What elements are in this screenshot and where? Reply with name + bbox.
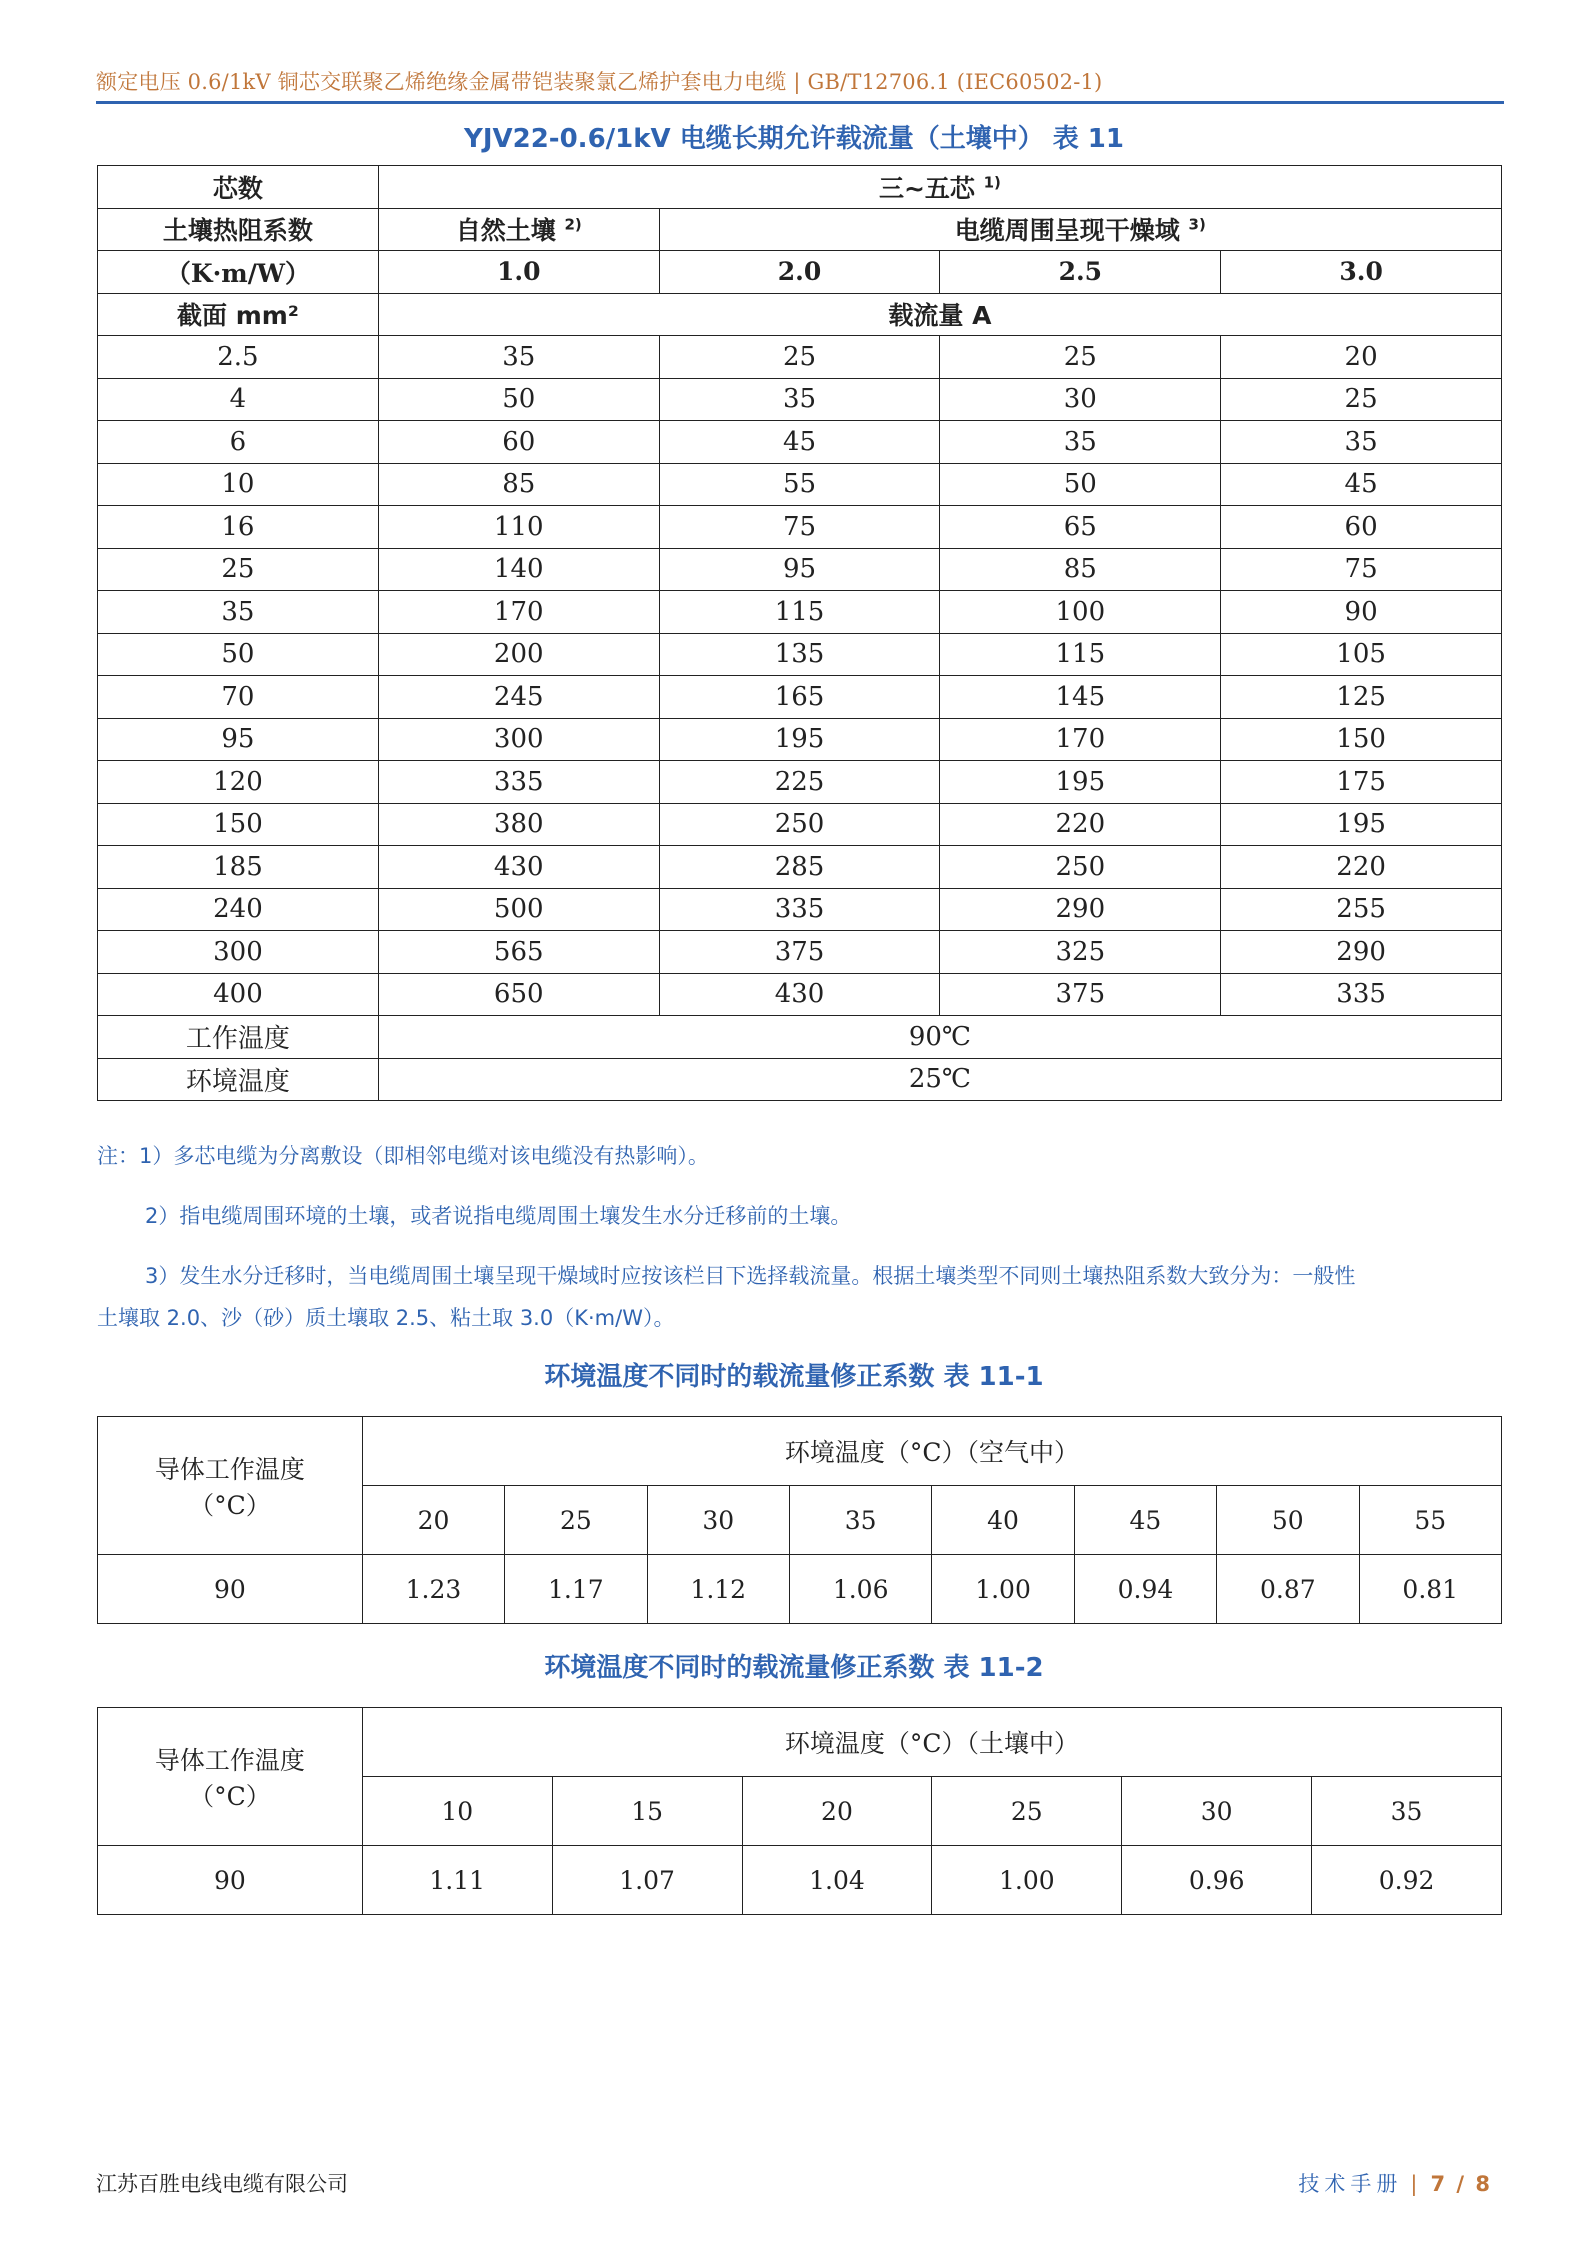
section-cell: 70 xyxy=(98,676,379,719)
ambient-temp-value: 25℃ xyxy=(378,1058,1501,1101)
factor-cell: 0.96 xyxy=(1122,1846,1312,1915)
ambient-temp-cell: 25 xyxy=(505,1486,647,1555)
ambient-temp-cell: 50 xyxy=(1217,1486,1359,1555)
table-row xyxy=(98,761,1502,804)
dry-zone-label: 电缆周围呈现干燥域 $^{3)}$ xyxy=(659,208,1501,251)
section-cell: 16 xyxy=(98,506,379,549)
page-number: 7 / 8 xyxy=(1430,2172,1492,2196)
note-3-line-2: 土壤取 2.0、沙（砂）质土壤取 2.5、粘土取 3.0（K·m/W）。 xyxy=(97,1306,675,1330)
ambient-temp-cell: 15 xyxy=(552,1777,742,1846)
row-label: 90 xyxy=(98,1555,363,1624)
note-3-line-1: 3）发生水分迁移时，当电缆周围土壤呈现干燥域时应按该栏目下选择载流量。根据土壤类型不同则土壤热阻系数大致分为：一般性 xyxy=(145,1264,1356,1288)
table-11-1-title: 环境温度不同时的载流量修正系数 表 11-1 xyxy=(544,1362,1044,1392)
ampacity-cell: 75 xyxy=(659,506,940,549)
ambient-temp-label: 环境温度（°C）（土壤中） xyxy=(362,1708,1501,1777)
ampacity-cell: 335 xyxy=(659,888,940,931)
factor-cell: 0.87 xyxy=(1217,1555,1359,1624)
work-temp-row xyxy=(98,1016,1502,1059)
ampacity-cell: 135 xyxy=(659,633,940,676)
table-row xyxy=(98,888,1502,931)
ampacity-cell: 220 xyxy=(1221,846,1502,889)
work-temp-label: 工作温度 xyxy=(98,1016,379,1059)
ampacity-cell: 380 xyxy=(378,803,659,846)
core-label: 芯数 xyxy=(98,166,379,209)
ampacity-cell: 250 xyxy=(659,803,940,846)
ampacity-cell: 60 xyxy=(378,421,659,464)
row-label: 90 xyxy=(98,1846,363,1915)
ampacity-cell: 95 xyxy=(659,548,940,591)
ambient-temp-cell: 10 xyxy=(362,1777,552,1846)
factor-cell: 1.17 xyxy=(505,1555,647,1624)
ampacity-cell: 375 xyxy=(940,973,1221,1016)
ampacity-cell: 85 xyxy=(378,463,659,506)
footer-manual xyxy=(1298,2168,1492,2198)
ampacity-cell: 55 xyxy=(659,463,940,506)
ambient-temp-cell: 30 xyxy=(1122,1777,1312,1846)
ampacity-cell: 245 xyxy=(378,676,659,719)
ampacity-cell: 200 xyxy=(378,633,659,676)
ampacity-cell: 285 xyxy=(659,846,940,889)
ampacity-cell: 170 xyxy=(940,718,1221,761)
section-cell: 25 xyxy=(98,548,379,591)
ampacity-cell: 195 xyxy=(659,718,940,761)
ampacity-cell: 100 xyxy=(940,591,1221,634)
factor-cell: 1.00 xyxy=(932,1846,1122,1915)
ampacity-cell: 50 xyxy=(940,463,1221,506)
correction-table-air xyxy=(97,1416,1502,1624)
section-cell: 6 xyxy=(98,421,379,464)
ampacity-cell: 335 xyxy=(1221,973,1502,1016)
section-cell: 95 xyxy=(98,718,379,761)
ampacity-cell: 375 xyxy=(659,931,940,974)
ambient-temp-row xyxy=(98,1058,1502,1101)
ampacity-cell: 25 xyxy=(659,336,940,379)
ampacity-cell: 65 xyxy=(940,506,1221,549)
resistivity-cell: 1.0 xyxy=(378,251,659,294)
table-11-2-title: 环境温度不同时的载流量修正系数 表 11-2 xyxy=(544,1653,1044,1683)
header-rule xyxy=(96,101,1504,104)
ampacity-cell: 300 xyxy=(378,718,659,761)
table-row xyxy=(98,378,1502,421)
table-row xyxy=(98,931,1502,974)
page-header: 额定电压 0.6/1kV 铜芯交联聚乙烯绝缘金属带铠装聚氯乙烯护套电力电缆 | GB/T12706.1 (IEC60502-1) xyxy=(96,70,1103,94)
ampacity-cell: 170 xyxy=(378,591,659,634)
table-row xyxy=(98,718,1502,761)
section-cell: 50 xyxy=(98,633,379,676)
ampacity-cell: 250 xyxy=(940,846,1221,889)
resistivity-cell: 3.0 xyxy=(1221,251,1502,294)
ampacity-cell: 35 xyxy=(659,378,940,421)
section-cell: 185 xyxy=(98,846,379,889)
ampacity-cell: 75 xyxy=(1221,548,1502,591)
natural-soil-label: 自然土壤 $^{2)}$ xyxy=(378,208,659,251)
core-value: 三~五芯 $^{1)}$ xyxy=(378,166,1501,209)
ambient-temp-cell: 55 xyxy=(1359,1486,1501,1555)
ambient-temp-cell: 20 xyxy=(742,1777,932,1846)
ampacity-cell: 430 xyxy=(659,973,940,1016)
ambient-temp-cell: 35 xyxy=(789,1486,931,1555)
table-row xyxy=(98,336,1502,379)
section-cell: 150 xyxy=(98,803,379,846)
ampacity-cell: 110 xyxy=(378,506,659,549)
ambient-temp-cell: 45 xyxy=(1074,1486,1216,1555)
table-row xyxy=(98,591,1502,634)
ampacity-cell: 225 xyxy=(659,761,940,804)
table-row xyxy=(98,463,1502,506)
resistivity-cell: 2.5 xyxy=(940,251,1221,294)
ampacity-cell: 125 xyxy=(1221,676,1502,719)
table-row xyxy=(98,633,1502,676)
footer-separator: | xyxy=(1410,2172,1423,2196)
factor-cell: 0.92 xyxy=(1312,1846,1502,1915)
ambient-temp-cell: 35 xyxy=(1312,1777,1502,1846)
table-11-title: YJV22-0.6/1kV 电缆长期允许载流量（土壤中） 表 11 xyxy=(464,124,1124,154)
ampacity-cell: 290 xyxy=(1221,931,1502,974)
conductor-temp-label: 导体工作温度 （°C） xyxy=(98,1708,363,1846)
ampacity-cell: 85 xyxy=(940,548,1221,591)
section-cell: 10 xyxy=(98,463,379,506)
ampacity-cell: 565 xyxy=(378,931,659,974)
table-row xyxy=(98,803,1502,846)
note-2: 2）指电缆周围环境的土壤，或者说指电缆周围土壤发生水分迁移前的土壤。 xyxy=(145,1204,852,1228)
section-cell: 300 xyxy=(98,931,379,974)
ampacity-cell: 220 xyxy=(940,803,1221,846)
ampacity-cell: 195 xyxy=(940,761,1221,804)
factor-cell: 0.94 xyxy=(1074,1555,1216,1624)
ampacity-cell: 115 xyxy=(940,633,1221,676)
ampacity-cell: 335 xyxy=(378,761,659,804)
table-row xyxy=(98,846,1502,889)
ambient-temp-cell: 40 xyxy=(932,1486,1074,1555)
company-name: 江苏百胜电线电缆有限公司 xyxy=(96,2172,348,2196)
factor-cell: 1.00 xyxy=(932,1555,1074,1624)
ampacity-cell: 25 xyxy=(940,336,1221,379)
ampacity-cell: 105 xyxy=(1221,633,1502,676)
work-temp-value: 90℃ xyxy=(378,1016,1501,1059)
ambient-temp-cell: 25 xyxy=(932,1777,1122,1846)
factor-cell: 1.07 xyxy=(552,1846,742,1915)
ampacity-cell: 140 xyxy=(378,548,659,591)
note-1: 注：1）多芯电缆为分离敷设（即相邻电缆对该电缆没有热影响）。 xyxy=(97,1144,709,1168)
factor-cell: 1.04 xyxy=(742,1846,932,1915)
ambient-temp-cell: 20 xyxy=(362,1486,504,1555)
ambient-temp-cell: 30 xyxy=(647,1486,789,1555)
ampacity-cell: 35 xyxy=(1221,421,1502,464)
ampacity-cell: 60 xyxy=(1221,506,1502,549)
section-cell: 400 xyxy=(98,973,379,1016)
section-cell: 240 xyxy=(98,888,379,931)
ampacity-cell: 50 xyxy=(378,378,659,421)
ampacity-cell: 145 xyxy=(940,676,1221,719)
ampacity-cell: 255 xyxy=(1221,888,1502,931)
ampacity-cell: 150 xyxy=(1221,718,1502,761)
manual-label: 技术手册 xyxy=(1298,2172,1403,2196)
ampacity-cell: 290 xyxy=(940,888,1221,931)
ambient-temp-label: 环境温度 xyxy=(98,1058,379,1101)
ampacity-cell: 175 xyxy=(1221,761,1502,804)
section-label: 截面 mm² xyxy=(98,293,379,336)
table-row xyxy=(98,973,1502,1016)
ampacity-cell: 30 xyxy=(940,378,1221,421)
conductor-temp-label: 导体工作温度 （°C） xyxy=(98,1417,363,1555)
ambient-temp-label: 环境温度（°C）（空气中） xyxy=(362,1417,1501,1486)
ampacity-cell: 45 xyxy=(1221,463,1502,506)
section-cell: 2.5 xyxy=(98,336,379,379)
section-cell: 4 xyxy=(98,378,379,421)
ampacity-cell: 430 xyxy=(378,846,659,889)
table-row xyxy=(98,548,1502,591)
factor-cell: 1.06 xyxy=(789,1555,931,1624)
ampacity-cell: 165 xyxy=(659,676,940,719)
correction-table-soil xyxy=(97,1707,1502,1915)
thermal-label: 土壤热阻系数 xyxy=(98,208,379,251)
section-cell: 35 xyxy=(98,591,379,634)
factor-cell: 1.11 xyxy=(362,1846,552,1915)
ampacity-cell: 650 xyxy=(378,973,659,1016)
ampacity-cell: 25 xyxy=(1221,378,1502,421)
ampacity-cell: 35 xyxy=(378,336,659,379)
table-row xyxy=(98,506,1502,549)
ampacity-cell: 500 xyxy=(378,888,659,931)
ampacity-cell: 115 xyxy=(659,591,940,634)
ampacity-cell: 35 xyxy=(940,421,1221,464)
section-cell: 120 xyxy=(98,761,379,804)
ampacity-table xyxy=(97,165,1502,1101)
ampacity-cell: 325 xyxy=(940,931,1221,974)
thermal-unit: （K·m/W） xyxy=(98,251,379,294)
table-row xyxy=(98,676,1502,719)
ampacity-cell: 195 xyxy=(1221,803,1502,846)
ampacity-label: 载流量 A xyxy=(378,293,1501,336)
table-row xyxy=(98,421,1502,464)
factor-cell: 0.81 xyxy=(1359,1555,1501,1624)
ampacity-cell: 45 xyxy=(659,421,940,464)
factor-cell: 1.23 xyxy=(362,1555,504,1624)
ampacity-cell: 90 xyxy=(1221,591,1502,634)
resistivity-cell: 2.0 xyxy=(659,251,940,294)
factor-cell: 1.12 xyxy=(647,1555,789,1624)
ampacity-cell: 20 xyxy=(1221,336,1502,379)
